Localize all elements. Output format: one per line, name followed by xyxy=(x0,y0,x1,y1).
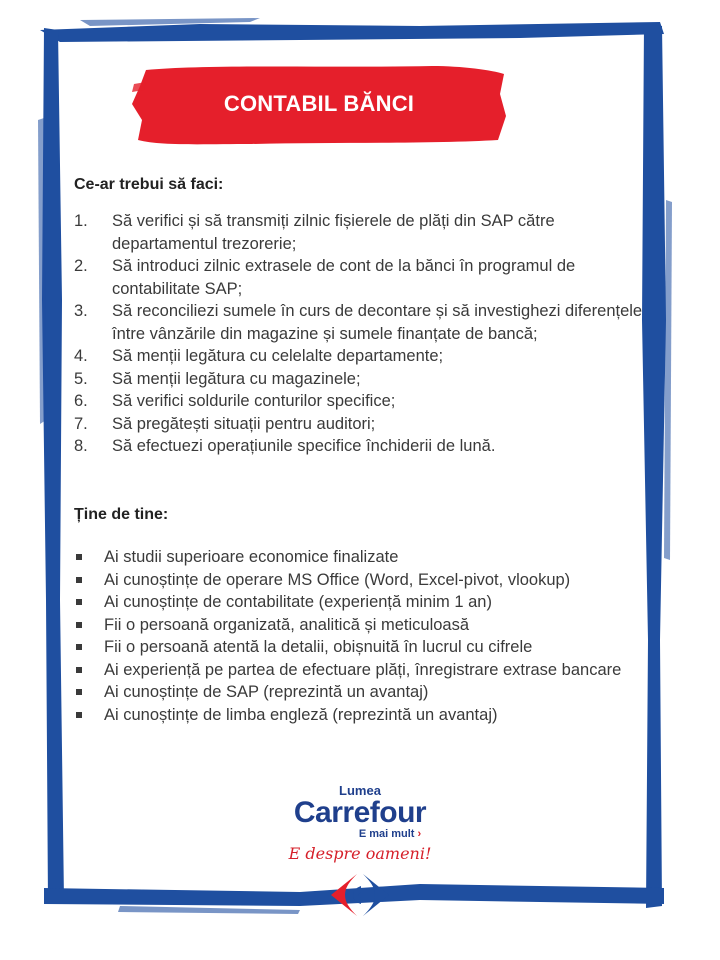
logo-tagline: E despre oameni! xyxy=(288,844,432,863)
list-item xyxy=(74,435,644,458)
item-text: Ai cunoștințe de limba engleză (reprezintă un avantaj) xyxy=(104,705,498,724)
item-text: Ai studii superioare economice finalizate xyxy=(104,548,399,566)
item-number: 3. xyxy=(74,302,88,320)
item-text: Să efectuezi operațiunile specifice închiderii de lună. xyxy=(112,437,496,455)
list-item xyxy=(74,681,634,704)
item-number: 7. xyxy=(74,414,88,433)
item-number: 5. xyxy=(74,369,88,388)
chevron-right-icon: › xyxy=(417,828,422,840)
item-text: Să pregătești situații pentru auditori; xyxy=(112,414,376,433)
list-item xyxy=(74,210,644,255)
item-text: Să menții legătura cu celelalte departamente; xyxy=(112,347,444,365)
responsibilities-list xyxy=(74,210,644,458)
list-item xyxy=(74,614,634,637)
square-bullet-icon xyxy=(76,599,82,605)
item-text: Fii o persoană atentă la detalii, obișnuită în lucrul cu cifrele xyxy=(104,638,533,656)
list-item xyxy=(74,591,634,614)
item-text: Ai cunoștințe de operare MS Office (Word, Excel-pivot, vlookup) xyxy=(104,570,571,589)
item-text: Ai cunoștințe de contabilitate (experiență minim 1 an) xyxy=(104,593,492,611)
item-text: Să reconciliezi sumele în curs de decontare și să investighezi diferențele între vânzările din magazine și sumele finanțate de bancă; xyxy=(112,302,643,343)
list-item xyxy=(74,413,644,436)
square-bullet-icon xyxy=(76,712,82,718)
requirements-heading: Ține de tine: xyxy=(74,506,169,523)
item-number: 4. xyxy=(74,347,88,365)
list-item xyxy=(74,569,634,592)
item-number: 2. xyxy=(74,257,88,275)
list-item xyxy=(74,636,634,659)
item-number: 8. xyxy=(74,437,88,455)
responsibilities-heading: Ce-ar trebui să faci: xyxy=(74,176,224,193)
list-item xyxy=(74,345,644,368)
carrefour-logo xyxy=(270,784,450,867)
item-number: 6. xyxy=(74,392,88,410)
square-bullet-icon xyxy=(76,577,82,583)
square-bullet-icon xyxy=(76,644,82,650)
logo-sub-text: E mai mult xyxy=(358,828,415,840)
logo-sub xyxy=(270,828,450,841)
list-item xyxy=(74,368,644,391)
list-item xyxy=(74,255,644,300)
item-text: Fii o persoană organizată, analitică și meticuloasă xyxy=(104,615,470,634)
list-item xyxy=(74,704,634,727)
item-number: 1. xyxy=(74,212,88,230)
list-item xyxy=(74,546,634,569)
logo-brand: Carrefour xyxy=(293,796,427,829)
logo-lumea: Lumea xyxy=(339,783,381,798)
carrefour-mark-icon xyxy=(325,872,395,918)
item-text: Să introduci zilnic extrasele de cont de la bănci în programul de contabilitate SAP; xyxy=(112,257,576,298)
item-text: Să menții legătura cu magazinele; xyxy=(112,369,361,388)
item-text: Ai experiență pe partea de efectuare plăți, înregistrare extrase bancare xyxy=(104,660,622,679)
list-item xyxy=(74,300,644,345)
item-text: Să verifici și să transmiți zilnic fișierele de plăți din SAP către departamentul trezorerie; xyxy=(112,212,555,253)
item-text: Să verifici soldurile conturilor specifice; xyxy=(112,392,396,410)
square-bullet-icon xyxy=(76,689,82,695)
list-item xyxy=(74,659,634,682)
item-text: Ai cunoștințe de SAP (reprezintă un avantaj) xyxy=(104,683,429,701)
page-title: CONTABIL BĂNCI xyxy=(223,91,415,116)
square-bullet-icon xyxy=(76,622,82,628)
list-item xyxy=(74,390,644,413)
requirements-list xyxy=(74,546,634,726)
square-bullet-icon xyxy=(76,554,82,560)
square-bullet-icon xyxy=(76,667,82,673)
